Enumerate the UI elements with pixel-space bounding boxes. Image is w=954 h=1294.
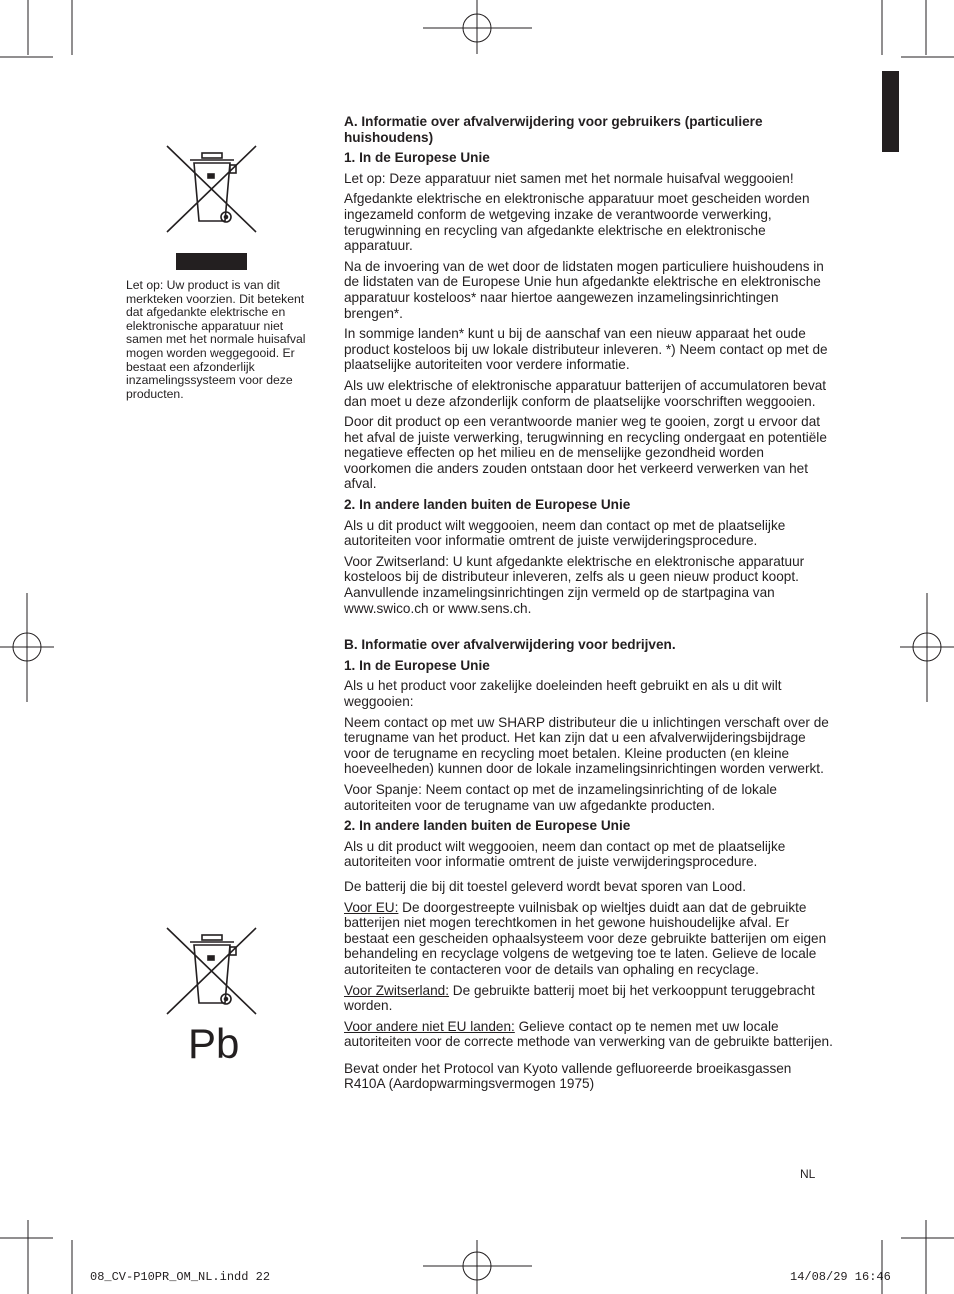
lead-symbol-label: Pb	[188, 1020, 240, 1067]
battery-non-eu-text: Gelieve contact op te nemen met uw locale autoriteiten voor de correcte methode van verwerking van de gebruikte batterijen.	[344, 1018, 833, 1050]
crossed-out-wheelie-bin-icon	[164, 925, 260, 1017]
language-code: NL	[800, 1167, 816, 1181]
registration-mark-icon	[900, 593, 954, 702]
registration-mark-icon	[0, 593, 54, 702]
section-a-eu-heading: 1. In de Europese Unie	[344, 150, 490, 166]
section-a-paragraph: Door dit product op een verantwoorde manier weg te gooien, zorgt u ervoor dat het afval de juiste verwerking, terugwinning en recycling ondergaat en potentiële negatieve effecten op het milieu en de menselijke gezondheid worden voorkomen die anders zouden ontstaan door het verkeerd verwerken van het afval.	[344, 414, 827, 492]
registration-mark-icon	[423, 0, 532, 54]
left-note: Let op: Uw product is van dit merkteken voorzien. Dit betekent dat afgedankte elektrische en elektronische apparatuur niet samen met het normale huisafval mogen worden weggegooid. Er bestaat een afzonderlijk inzamelingssysteem voor deze producten.	[126, 278, 306, 401]
main-text-column	[344, 114, 834, 1097]
battery-paragraph: De batterij die bij dit toestel geleverd wordt bevat sporen van Lood.	[344, 878, 747, 894]
section-a-paragraph: Als uw elektrische of elektronische apparatuur batterijen of accumulatoren bevat dan moet u deze afzonderlijk conform de plaatselijke voorschriften weggooien.	[344, 377, 827, 409]
section-b-paragraph: Voor Spanje: Neem contact op met de inzamelingsinrichting of de lokale autoriteiten voor de terugname van uw afgedankte producten.	[344, 781, 777, 813]
crossed-out-wheelie-bin-icon	[164, 143, 260, 235]
date-marker-bar	[176, 253, 247, 270]
battery-ch-text: De gebruikte batterij moet bij het verkooppunt teruggebracht worden.	[344, 982, 815, 1014]
battery-eu-label: Voor EU:	[344, 899, 399, 915]
battery-ch-paragraph	[344, 983, 834, 1014]
section-a-paragraph: Afgedankte elektrische en elektronische apparatuur moet gescheiden worden ingezameld conform de wetgeving inzake de verantwoorde verwerking, terugwinning en recycling van afgedankte elektrische en elektronische apparatuur.	[344, 191, 810, 254]
section-b-eu-heading: 1. In de Europese Unie	[344, 657, 490, 673]
section-b-paragraph: Als u het product voor zakelijke doeleinden heeft gebruikt en als u dit wilt weggooien:	[344, 678, 782, 709]
battery-non-eu-paragraph	[344, 1019, 834, 1050]
battery-eu-text: De doorgestreepte vuilnisbak op wieltjes duidt aan dat de gebruikte batterijen niet mogen terechtkomen in het gewone huishoudelijke afval. Er bestaat een gescheiden ophaalsysteem voor deze gebruikte batterijen om eigen behandeling en recyclage volgens de wetgeving toe te laten. Gelieve de locale autoriteiten te contacteren voor de details van ophaling en recyclage.	[344, 899, 827, 977]
language-side-tab	[882, 71, 899, 152]
section-b-paragraph: Als u dit product wilt weggooien, neem dan contact op met de plaatselijke autoriteiten voor informatie omtrent de juiste verwijderingsprocedure.	[344, 838, 786, 870]
footer-filename: 08_CV-P10PR_OM_NL.indd 22	[90, 1270, 271, 1284]
registration-mark-icon	[423, 1240, 532, 1294]
section-a-title: A. Informatie over afvalverwijdering voor gebruikers (particuliere huishoudens)	[344, 114, 763, 145]
section-a-other-heading: 2. In andere landen buiten de Europese Unie	[344, 497, 631, 513]
battery-eu-paragraph	[344, 900, 834, 978]
section-a-paragraph: Na de invoering van de wet door de lidstaten mogen particuliere huishoudens in de lidstaten van de Europese Unie hun afgedankte elektrische en elektronische apparatuur kosteloos* naar hiertoe aangewezen inzamelingsinrichtingen brengen*.	[344, 258, 824, 321]
footer-timestamp: 14/08/29 16:46	[790, 1270, 891, 1284]
kyoto-paragraph: Bevat onder het Protocol van Kyoto vallende gefluoreerde broeikasgassen R410A (Aardopwarmingsvermogen 1975)	[344, 1060, 792, 1092]
section-b-title: B. Informatie over afvalverwijdering voor bedrijven.	[344, 637, 676, 653]
section-a-paragraph: Voor Zwitserland: U kunt afgedankte elektrische en elektronische apparatuur kosteloos bij de distributeur inleveren, zelfs als u geen nieuw product koopt. Aanvullende inzamelingsinrichtingen zijn vermeld op de startpagina van www.swico.ch or www.sens.ch.	[344, 553, 805, 616]
section-b-other-heading: 2. In andere landen buiten de Europese Unie	[344, 818, 631, 834]
battery-non-eu-label: Voor andere niet EU landen:	[344, 1018, 515, 1034]
section-a-paragraph: Als u dit product wilt weggooien, neem dan contact op met de plaatselijke autoriteiten voor informatie omtrent de juiste verwijderingsprocedure.	[344, 517, 786, 549]
section-a-paragraph: Let op: Deze apparatuur niet samen met het normale huisafval weggooien!	[344, 170, 794, 186]
battery-ch-label: Voor Zwitserland:	[344, 982, 450, 998]
section-b-paragraph: Neem contact op met uw SHARP distributeur die u inlichtingen verschaft over de terugname van het product. Het kan zijn dat u een afvalverwijderingsbijdrage voor de terugname en recycling moet betalen. Kleine producten (en kleine hoeveelheden) kunnen door de lokale inzamelingsinrichtingen worden verwerkt.	[344, 714, 829, 777]
section-a-paragraph: In sommige landen* kunt u bij de aanschaf van een nieuw apparaat het oude product kosteloos bij uw lokale distributeur inleveren. *) Neem contact op met de plaatselijke autoriteiten voor verdere informatie.	[344, 326, 828, 373]
